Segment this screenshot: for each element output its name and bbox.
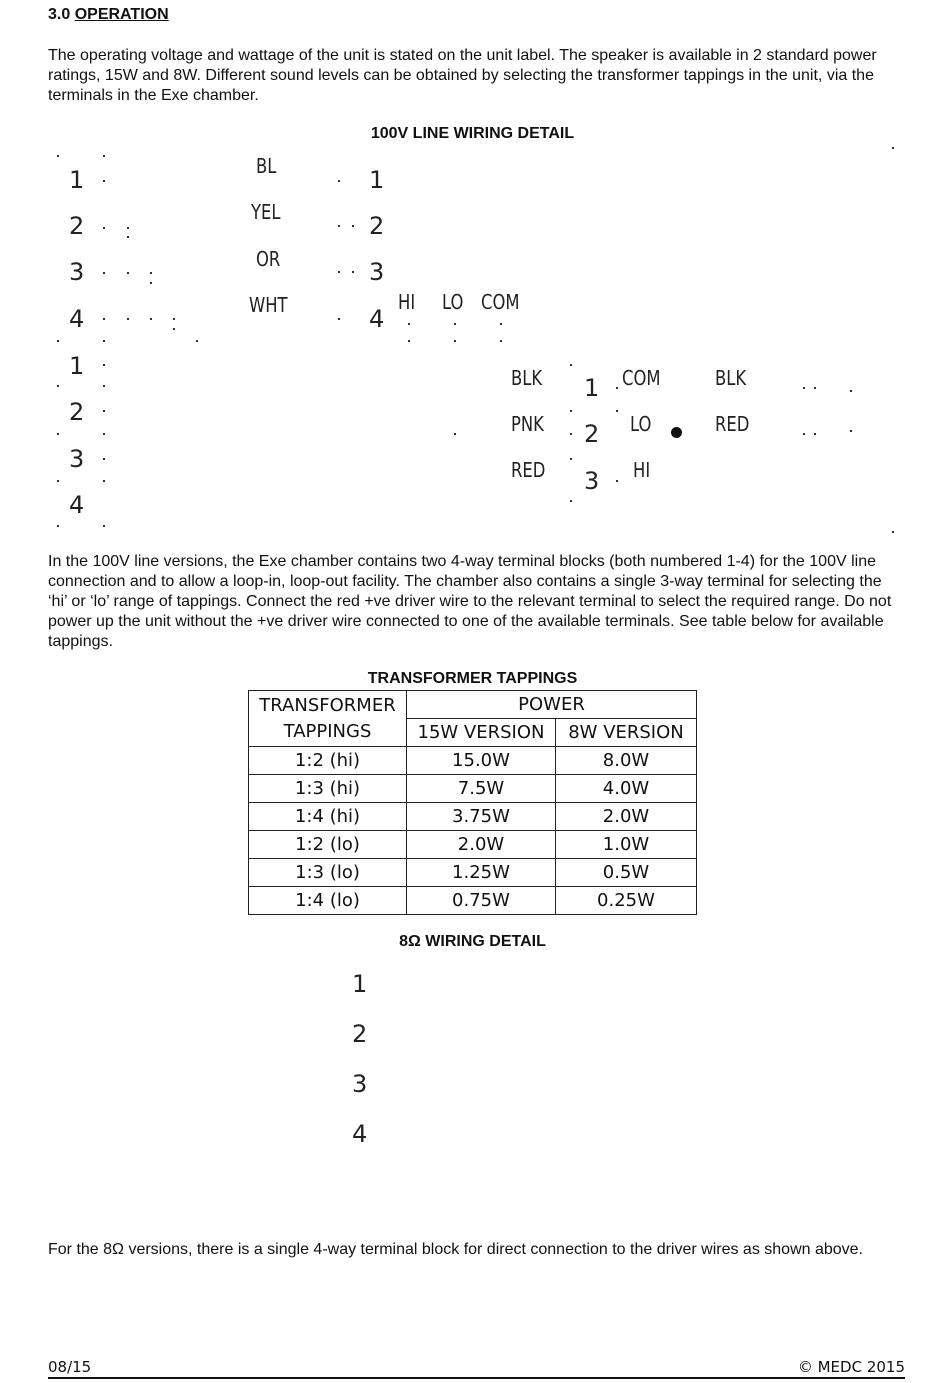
cell-tap: 1:3 (hi) [249,775,407,803]
table-row [249,803,697,831]
tap-label-lo: LO [630,412,652,436]
mid-terminal-3: 3 [369,258,385,286]
cell-8w: 8.0W [556,747,697,775]
cell-15w: 15.0W [407,747,556,775]
table-row [249,747,697,775]
speaker-color-blk: BLK [715,366,747,390]
tap-terminal-2: 2 [584,420,600,448]
cell-8w: 1.0W [556,831,697,859]
cell-8w: 4.0W [556,775,697,803]
terminal-a-3: 3 [69,258,85,286]
cell-8w: 2.0W [556,803,697,831]
cell-tap: 1:2 (lo) [249,831,407,859]
footer-copyright: © MEDC 2015 [797,1358,905,1376]
ohm-terminal-4: 4 [352,1120,368,1148]
header-power: POWER [407,691,697,719]
cell-tap: 1:2 (hi) [249,747,407,775]
wire-color-bl: BL [256,154,277,178]
wire-color-or: OR [256,247,281,271]
driver-color-pnk: PNK [511,412,544,436]
tap-label-com: COM [622,366,661,390]
ohm-terminal-2: 2 [352,1020,368,1048]
terminal-b-4: 4 [69,491,85,519]
mid-terminal-2: 2 [369,212,385,240]
footer-rule [48,1377,905,1379]
cell-15w: 2.0W [407,831,556,859]
terminal-b-2: 2 [69,398,85,426]
terminal-b-1: 1 [69,352,85,380]
tappings-table-title: TRANSFORMER TAPPINGS [367,670,578,687]
tap-label-hi: HI [633,458,651,482]
table-row [249,775,697,803]
table-row [249,831,697,859]
ohm-terminal-3: 3 [352,1070,368,1098]
cell-15w: 0.75W [407,887,556,915]
speaker-color-red: RED [715,412,750,436]
terminal-a-4: 4 [69,305,85,333]
table-header-row [249,691,697,719]
wire-color-wht: WHT [249,293,288,317]
terminal-a-2: 2 [69,212,85,240]
mid-terminal-1: 1 [369,166,385,194]
cell-15w: 3.75W [407,803,556,831]
line-paragraph: In the 100V line versions, the Exe chamber contains two 4-way terminal blocks (both numbered 1-4) for the 100V line connection and to allow a loop-in, loop-out facility. The chamber also contains a single 3-way terminal for selecting the ‘hi’ or ‘lo’ range of tappings. Connect the red +ve driver wire to the relevant terminal to select the required range. Do not power up the unit without the +ve driver wire connected to one of the available terminals. See table below for available tappings. [48,553,892,650]
header-15w-version: 15W VERSION [407,719,556,747]
tap-terminal-3: 3 [584,467,600,495]
ohm-wiring-title: 8Ω WIRING DETAIL [399,933,546,950]
label-hi: HI [398,290,416,314]
cell-8w: 0.5W [556,859,697,887]
section-number: 3.0 [48,6,71,23]
tappings-table [248,690,697,915]
header-transformer-tappings: TRANSFORMER TAPPINGS [249,691,407,747]
cell-8w: 0.25W [556,887,697,915]
section-title: OPERATION [74,6,169,23]
driver-color-red: RED [511,458,546,482]
cell-15w: 1.25W [407,859,556,887]
cell-15w: 7.5W [407,775,556,803]
label-com: COM [481,290,520,314]
ohm-terminal-1: 1 [352,970,368,998]
section-heading [48,6,169,24]
mid-terminal-4: 4 [369,305,385,333]
intro-paragraph: The operating voltage and wattage of the unit is stated on the unit label. The speaker is available in 2 standard power ratings, 15W and 8W. Different sound levels can be obtained by selecting the transformer tappings in the unit, via the terminals in the Exe chamber. [48,47,877,104]
table-row [249,887,697,915]
terminal-a-1: 1 [69,166,85,194]
selected-tap-dot [671,427,682,438]
ohm-paragraph: For the 8Ω versions, there is a single 4-way terminal block for direct connection to the driver wires as shown above. [48,1241,863,1258]
label-lo: LO [442,290,464,314]
tap-terminal-1: 1 [584,374,600,402]
driver-color-blk: BLK [511,366,543,390]
cell-tap: 1:3 (lo) [249,859,407,887]
cell-tap: 1:4 (lo) [249,887,407,915]
line-wiring-title: 100V LINE WIRING DETAIL [370,125,575,142]
terminal-b-3: 3 [69,445,85,473]
cell-tap: 1:4 (hi) [249,803,407,831]
header-8w-version: 8W VERSION [556,719,697,747]
table-row [249,859,697,887]
wire-color-yel: YEL [251,200,281,224]
footer-date: 08/15 [48,1358,92,1376]
